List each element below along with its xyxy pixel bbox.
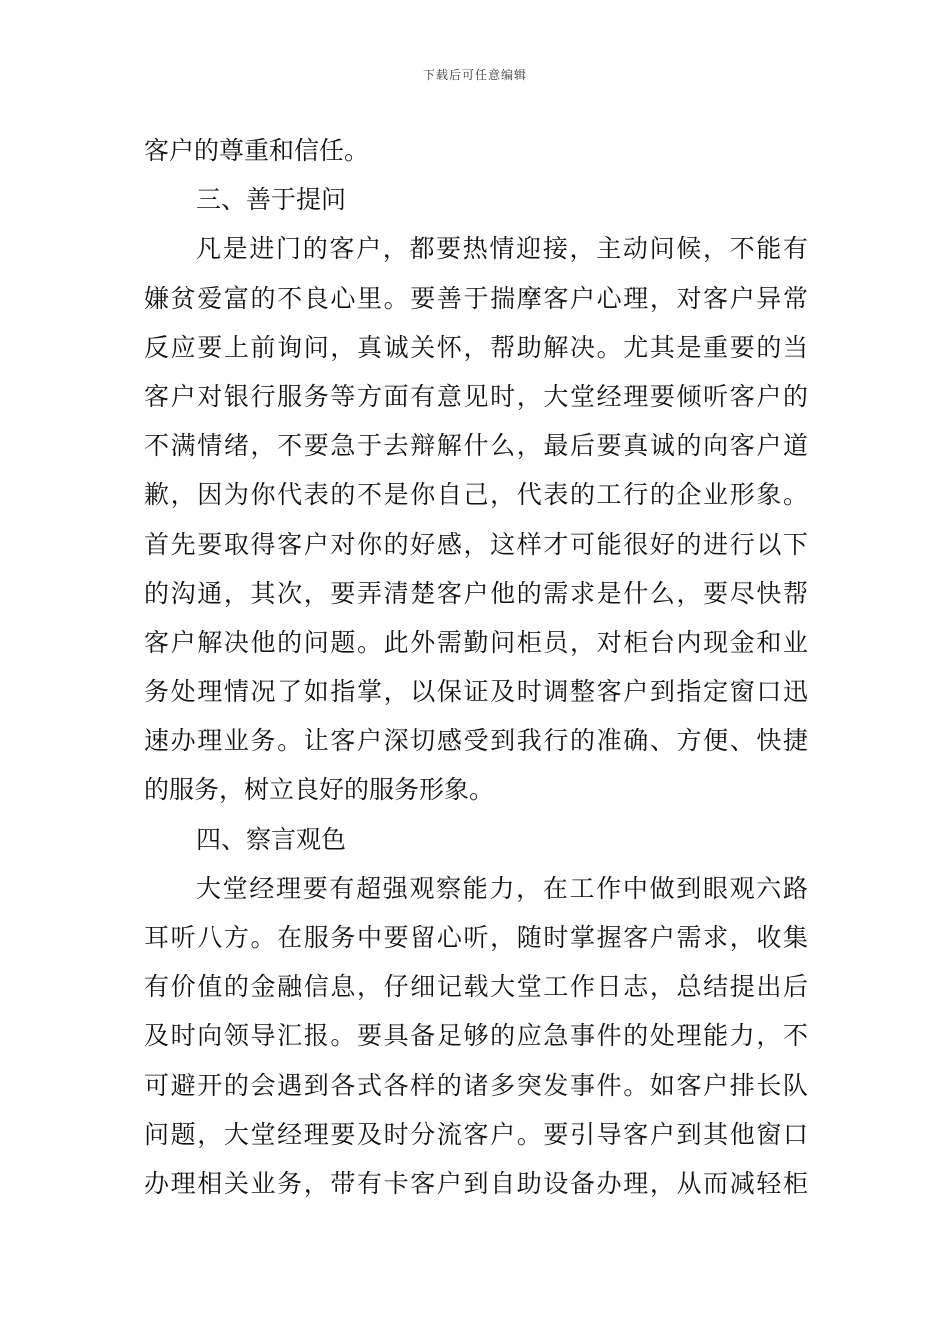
page-header: 下载后可任意编辑	[422, 68, 527, 82]
text-line: 务处理情况了如指掌，以保证及时调整客户到指定窗口迅	[144, 677, 808, 707]
text-line: 歉，因为你代表的不是你自己，代表的工行的企业形象。	[144, 480, 808, 510]
text-line: 客户对银行服务等方面有意见时，大堂经理要倾听客户的	[144, 381, 808, 411]
text-line: 有价值的金融信息，仔细记载大堂工作日志，总结提出后	[144, 972, 808, 1002]
text-line: 及时向领导汇报。要具备足够的应急事件的处理能力，不	[144, 1021, 808, 1051]
text-line: 客户的尊重和信任。	[144, 136, 370, 165]
text-line: 反应要上前询问，真诚关怀，帮助解决。尤其是重要的当	[144, 332, 808, 362]
text-line: 大堂经理要有超强观察能力，在工作中做到眼观六路	[196, 873, 808, 903]
text-line: 的服务，树立良好的服务形象。	[144, 775, 495, 805]
text-line: 首先要取得客户对你的好感，这样才可能很好的进行以下	[144, 529, 808, 559]
text-line: 客户解决他的问题。此外需勤问柜员，对柜台内现金和业	[144, 627, 808, 657]
text-line: 不满情绪，不要急于去辩解什么，最后要真诚的向客户道	[144, 431, 808, 461]
text-line: 办理相关业务，带有卡客户到自助设备办理，从而减轻柜	[144, 1168, 808, 1198]
text-line: 可避开的会遇到各式各样的诸多突发事件。如客户排长队	[144, 1070, 808, 1100]
text-line: 嫌贫爱富的不良心里。要善于揣摩客户心理，对客户异常	[144, 283, 808, 313]
section-heading: 四、察言观色	[196, 824, 347, 854]
text-line: 速办理业务。让客户深切感受到我行的准确、方便、快捷	[144, 726, 808, 756]
section-heading: 三、善于提问	[196, 185, 347, 215]
document-body	[144, 126, 808, 1208]
text-line: 凡是进门的客户，都要热情迎接，主动问候，不能有	[196, 234, 808, 264]
text-line: 的沟通，其次，要弄清楚客户他的需求是什么，要尽快帮	[144, 578, 808, 608]
text-line: 问题，大堂经理要及时分流客户。要引导客户到其他窗口	[144, 1119, 808, 1149]
text-line: 耳听八方。在服务中要留心听，随时掌握客户需求，收集	[144, 923, 808, 952]
